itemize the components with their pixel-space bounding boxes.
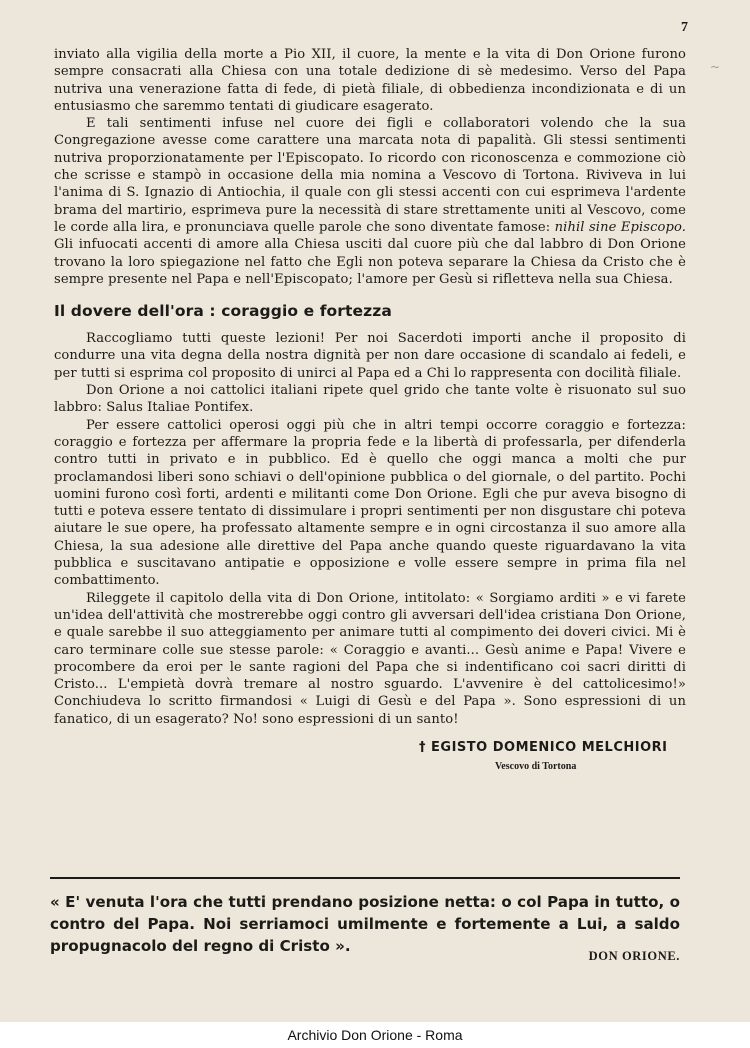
paragraph-episcopate — [54, 115, 686, 288]
archive-footer: Archivio Don Orione - Roma — [0, 1022, 750, 1048]
paragraph-salus: Don Orione a noi cattolici italiani ripete quel grido che tante volte è risuonato sul suo labbro: Salus Italiae Pontifex. — [54, 383, 686, 416]
signature-block — [54, 740, 686, 772]
page-number: 7 — [681, 20, 688, 35]
margin-mark: ~ — [709, 60, 720, 74]
article-body — [54, 46, 686, 772]
paragraph-reread: Rileggete il capitolo della vita di Don Orione, intitolato: « Sorgiamo arditi » e vi farete un'idea dell'attività che mostrerebbe oggi contro gli avversari dell'idea cristiana Don Orione, e quale sarebbe il suo atteggiamento per animare tutti al compimento dei doveri civici. Mi è caro terminare colle sue stesse parole: « Coraggio e avanti... Gesù anime e Papa! Vivere e procombere da eroi per le sante ragioni del Papa che si indentificano coi sacri diritti di Cristo... L'empietà dovrà tremare al nostro sguardo. L'avvenire è del cattolicesimo!» Conchiudeva lo scritto firmandosi « Luigi di Gesù e del Papa ». Sono espressioni di un fanatico, di un esagerato? No! sono espressioni di un santo! — [54, 590, 686, 727]
paragraph-episcopate-cont: Gli infuocati accenti di amore alla Chiesa usciti dal cuore più che dal labbro di Don Orione trovano la loro spiegazione nel fatto che Egli non poteva separare la Chiesa da Cristo che è sempre presente nel Papa e nell'Episcopato; l'amore per Gesù si rifletteva nella sua Chiesa. — [54, 237, 686, 287]
signature-name: † EGISTO DOMENICO MELCHIORI — [419, 739, 668, 755]
divider-rule — [50, 877, 680, 879]
section-heading: Il dovere dell'ora : coraggio e fortezza — [54, 302, 392, 321]
quote-block — [50, 891, 680, 963]
latin-phrase: nihil sine Episcopo. — [554, 219, 686, 235]
quote-attribution: DON ORIONE. — [588, 949, 680, 963]
paragraph-continued: inviato alla vigilia della morte a Pio XII, il cuore, la mente e la vita di Don Orione furono sempre consacrati alla Chiesa con una totale dedizione di sè medesimo. Verso del Papa nutriva una venerazione fatta di fede, di pietà filiale, di obbedienza incondizionata e di un entusiasmo che saremmo tentati di giudicare esagerato. — [54, 47, 686, 114]
quote-text: « E' venuta l'ora che tutti prendano posizione netta: o col Papa in tutto, o contro del Papa. Noi serriamoci umilmente e fortemente a Lui, a saldo propugnacolo del regno di Cristo ». — [50, 893, 680, 955]
paragraph-lessons: Raccogliamo tutti queste lezioni! Per noi Sacerdoti importi anche il proposito di condurre una vita degna della nostra dignità per non dare occasione di scandalo ai fedeli, e per tutti si esprima col proposito di unirci al Papa ed a Chi lo rappresenta con docilità filiale. — [54, 331, 686, 381]
paragraph-courage: Per essere cattolici operosi oggi più che in altri tempi occorre coraggio e fortezza: coraggio e fortezza per affermare la propria fede e la libertà di professarla, per difenderla contro tutti in privato e in pubblico. Ed è quello che oggi manca a molti che pur proclamandosi liberi sono schiavi o dell'opinione pubblica o del giornale, o del partito. Pochi uomini furono così forti, ardenti e militanti come Don Orione. Egli che pur aveva bisogno di tutti e poteva essere tentato di dissimulare i propri sentimenti per non disgustare chi poteva aiutare le sue opere, ha professato altamente sempre e in ogni circostanza il suo amore alla Chiesa, la sua adesione alle direttive del Papa anche quando queste riguardavano la vita pubblica e suscitavano antipatie e opposizione e volle essere sempre in prima fila nel combattimento. — [54, 417, 686, 589]
signature-title: Vescovo di Tortona — [495, 760, 577, 772]
paragraph-episcopate-text: E tali sentimenti infuse nel cuore dei figli e collaboratori volendo che la sua Congregazione avesse come carattere una marcata nota di papalità. Gli stessi sentimenti nutriva proporzionatamente per l'Episcopato. Io ricordo con riconoscenza e commozione ciò che scrisse e stampò in occasione della mia nomina a Vescovo di Tortona. Riviveva in lui l'anima di S. Ignazio di Antiochia, il quale con gli stessi accenti con cui esprimeva l'ardente brama del martirio, esprimeva pure la necessità di stare strettamente uniti al Vescovo, come le corde alla lira, e pronunciava quelle parole che sono diventate famose: — [54, 116, 686, 235]
